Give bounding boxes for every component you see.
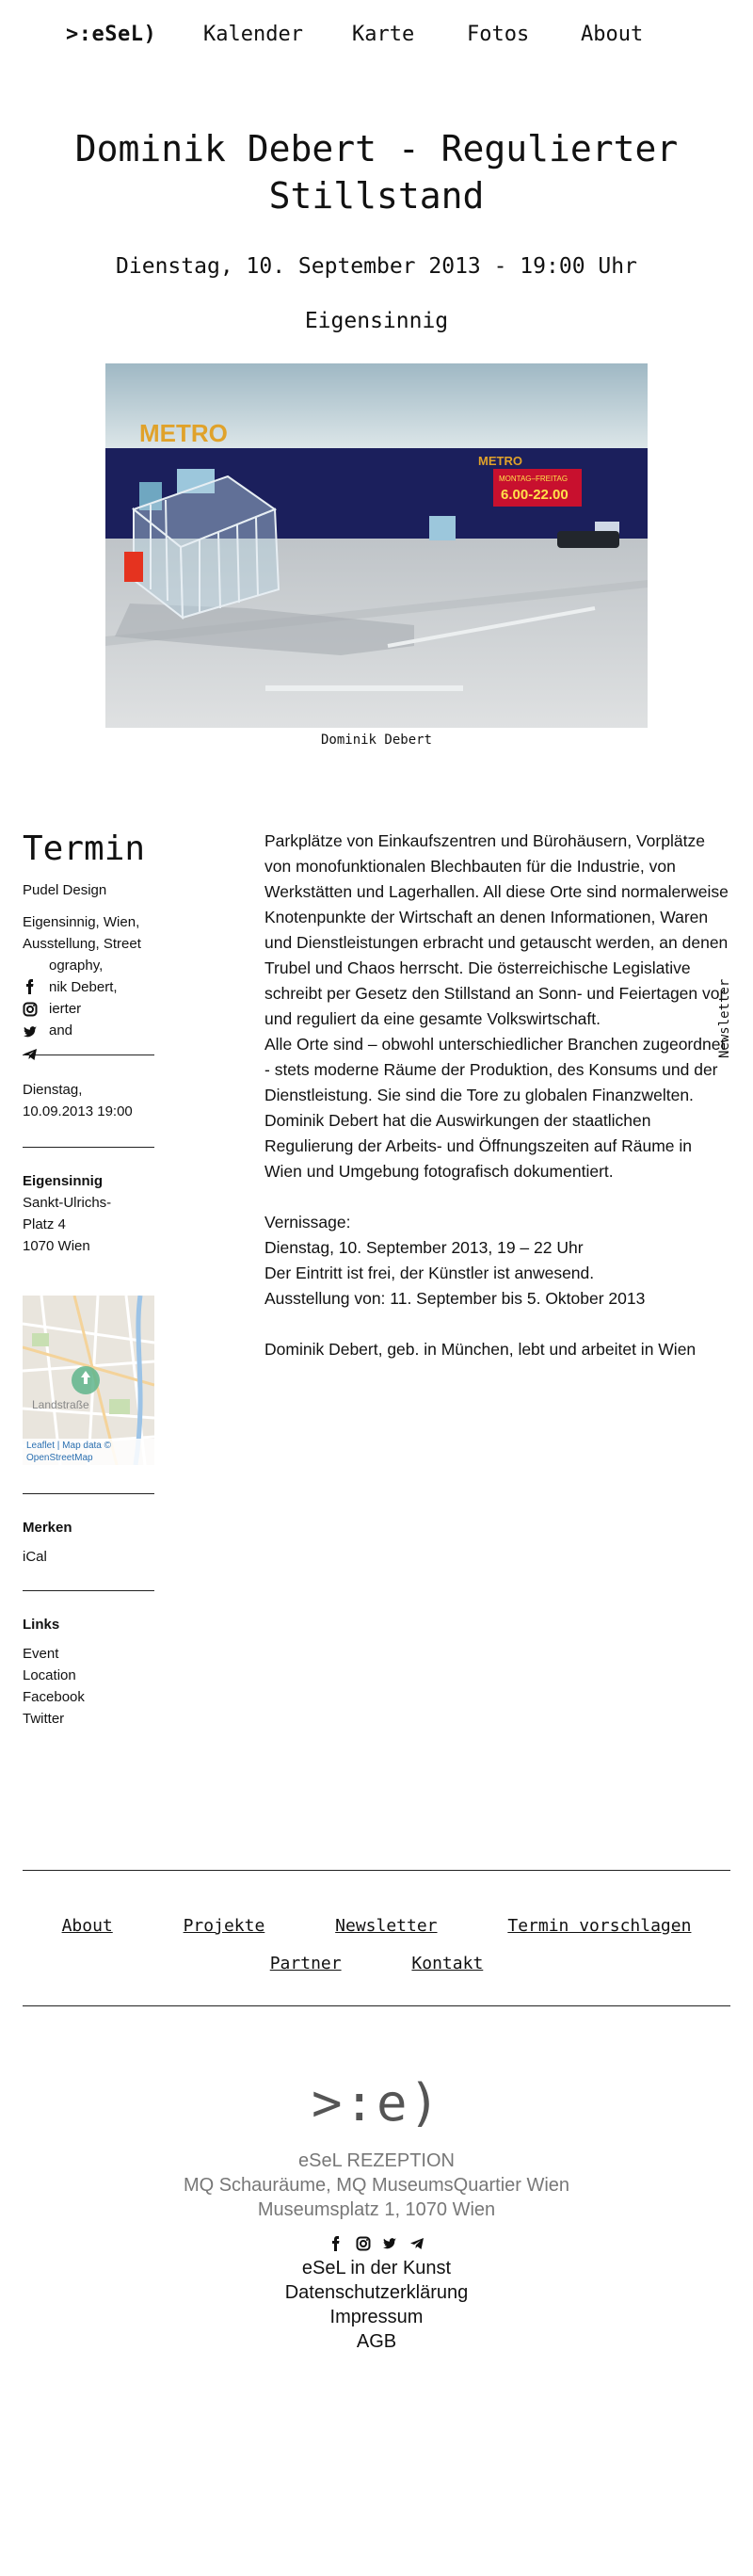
- link-event[interactable]: Event: [23, 1646, 59, 1662]
- banner-hours: 6.00-22.00: [501, 487, 569, 503]
- metro-sign-small: METRO: [478, 454, 522, 468]
- telegram-icon[interactable]: [23, 1047, 38, 1062]
- footer-link-partner[interactable]: Partner: [269, 1954, 342, 1973]
- footer-link-kontakt[interactable]: Kontakt: [411, 1954, 484, 1973]
- sidebar-divider: [23, 1147, 154, 1148]
- twitter-icon[interactable]: [23, 1024, 38, 1039]
- photo-caption: Dominik Debert: [320, 733, 432, 748]
- sidebar-tag-line[interactable]: Eigensinnig, Wien,: [23, 914, 140, 930]
- description-paragraph: Parkplätze von Einkaufszentren und Bürohäusern, Vorplätze von monofunktionalen Blechbauten für die Industrie, von Werkstätten und Lagerhallen. All diese Orte sind normalerweise Knotenpunkte der Wirtschaft an denen Informationen, Waren und Dienstleistungen erbracht und getauscht werden, an denen Trubel und Chaos herrscht. Die österreichische Legislative schreibt per Gesetz den Stillstand an Sonn- und Feiertagen vor und reguliert da eine gesamte Volkswirtschaft.: [264, 831, 729, 1028]
- footer-link-termin-vorschlagen[interactable]: Termin vorschlagen: [507, 1916, 692, 1936]
- footer-link-projekte[interactable]: Projekte: [183, 1916, 265, 1936]
- description-paragraph: Alle Orte sind – obwohl unterschiedlicher Branchen zugeordnet - stets moderne Räume der Produktion, des Konsums und der Dienstleistung. Sie sind die Tore zu globalen Finanzwelten. Dominik Debert hat die Auswirkungen der staatlichen Regulierung der Arbeits- und Öffnungszeiten auf Räume in Wien und Umgebung fotografisch dokumentiert.: [264, 1035, 726, 1181]
- metro-parking-photo: [105, 363, 648, 728]
- vernissage-line: Vernissage:: [264, 1213, 351, 1232]
- sidebar-address: Sankt-Ulrichs-: [23, 1195, 112, 1211]
- event-photo[interactable]: [105, 363, 648, 728]
- address-line: MQ Schauräume, MQ MuseumsQuartier Wien: [183, 2175, 570, 2196]
- leaflet-link[interactable]: Leaflet | Map data ©: [26, 1441, 112, 1451]
- sidebar-address: 1070 Wien: [23, 1238, 90, 1254]
- map-attribution: [23, 1439, 154, 1465]
- footer-divider: [23, 1870, 730, 1871]
- sidebar-tag-line[interactable]: and: [49, 1022, 73, 1038]
- banner-days: MONTAG–FREITAG: [499, 475, 569, 483]
- link-twitter[interactable]: Twitter: [23, 1711, 65, 1727]
- sidebar-tag-line[interactable]: nik Debert,: [49, 979, 118, 995]
- footer-brand-logo[interactable]: >:e): [311, 2073, 442, 2133]
- address-line: Museumsplatz 1, 1070 Wien: [257, 2199, 496, 2220]
- vernissage-line: Der Eintritt ist frei, der Künstler ist anwesend.: [264, 1264, 595, 1282]
- nav-item-about[interactable]: About: [581, 23, 644, 46]
- location-map[interactable]: [23, 1296, 154, 1465]
- address-line: eSeL REZEPTION: [298, 2150, 455, 2171]
- sidebar-tag-line[interactable]: ography,: [49, 958, 104, 974]
- sidebar-tag-line[interactable]: Ausstellung, Street: [23, 936, 141, 952]
- osm-link[interactable]: OpenStreetMap: [26, 1453, 93, 1463]
- links-heading: Links: [23, 1617, 60, 1633]
- nav-item-kalender[interactable]: Kalender: [203, 23, 303, 46]
- sidebar-date: 10.09.2013 19:00: [23, 1103, 133, 1119]
- sidebar-divider: [23, 1590, 154, 1591]
- sidebar-address: Platz 4: [23, 1216, 66, 1232]
- nav-item-karte[interactable]: Karte: [352, 23, 415, 46]
- footer-social-icons: [0, 2235, 753, 2252]
- footer-address: [0, 2149, 753, 2222]
- event-datetime: Dienstag, 10. September 2013 - 19:00 Uhr: [116, 254, 637, 279]
- sidebar-tag-line[interactable]: ierter: [49, 1001, 82, 1017]
- newsletter-tab[interactable]: [713, 978, 736, 1060]
- instagram-icon[interactable]: [356, 2236, 371, 2251]
- sidebar-venue-name[interactable]: Eigensinnig: [23, 1173, 104, 1189]
- vernissage-line: Dienstag, 10. September 2013, 19 – 22 Uhr: [264, 1238, 584, 1257]
- sidebar-date: Dienstag,: [23, 1082, 83, 1098]
- footer-link-about[interactable]: About: [61, 1916, 113, 1936]
- sidebar-lower: [23, 1493, 154, 1730]
- footer-divider: [23, 2005, 730, 2006]
- footer-link-datenschutz[interactable]: Datenschutzerklärung: [284, 2282, 469, 2303]
- footer-link-esel-kunst[interactable]: eSeL in der Kunst: [301, 2258, 452, 2278]
- artist-bio: Dominik Debert, geb. in München, lebt und arbeitet in Wien: [264, 1340, 697, 1359]
- site-logo[interactable]: >:eSeL): [66, 23, 157, 46]
- sidebar-heading: Termin: [23, 829, 146, 868]
- merken-heading: Merken: [23, 1520, 72, 1536]
- link-facebook[interactable]: Facebook: [23, 1689, 85, 1705]
- event-venue[interactable]: Eigensinnig: [304, 309, 449, 333]
- facebook-icon[interactable]: [328, 2236, 344, 2251]
- nav-item-fotos[interactable]: Fotos: [467, 23, 530, 46]
- instagram-icon[interactable]: [23, 1002, 38, 1017]
- newsletter-tab-label: Newsletter: [717, 978, 732, 1058]
- footer-nav: [0, 1908, 753, 1983]
- event-description: [264, 829, 731, 1362]
- page-title: Dominik Debert - Regulierter Stillstand: [74, 128, 679, 217]
- share-icons: [23, 979, 38, 1070]
- twitter-icon[interactable]: [382, 2236, 397, 2251]
- metro-sign: METRO: [139, 419, 228, 447]
- facebook-icon[interactable]: [23, 979, 38, 994]
- ical-link[interactable]: iCal: [23, 1549, 47, 1565]
- footer-link-impressum[interactable]: Impressum: [329, 2307, 424, 2327]
- footer-legal-links: [0, 2256, 753, 2354]
- sidebar-divider: [23, 1493, 154, 1494]
- event-sidebar: [23, 829, 154, 1257]
- footer-link-agb[interactable]: AGB: [356, 2331, 397, 2352]
- sidebar-category[interactable]: Pudel Design: [23, 882, 107, 898]
- telegram-icon[interactable]: [409, 2236, 425, 2251]
- footer-link-newsletter[interactable]: Newsletter: [335, 1916, 438, 1936]
- map-street-label: Landstraße: [32, 1398, 89, 1411]
- top-nav: [0, 19, 753, 51]
- vernissage-line: Ausstellung von: 11. September bis 5. Oktober 2013: [264, 1289, 646, 1308]
- link-location[interactable]: Location: [23, 1667, 76, 1683]
